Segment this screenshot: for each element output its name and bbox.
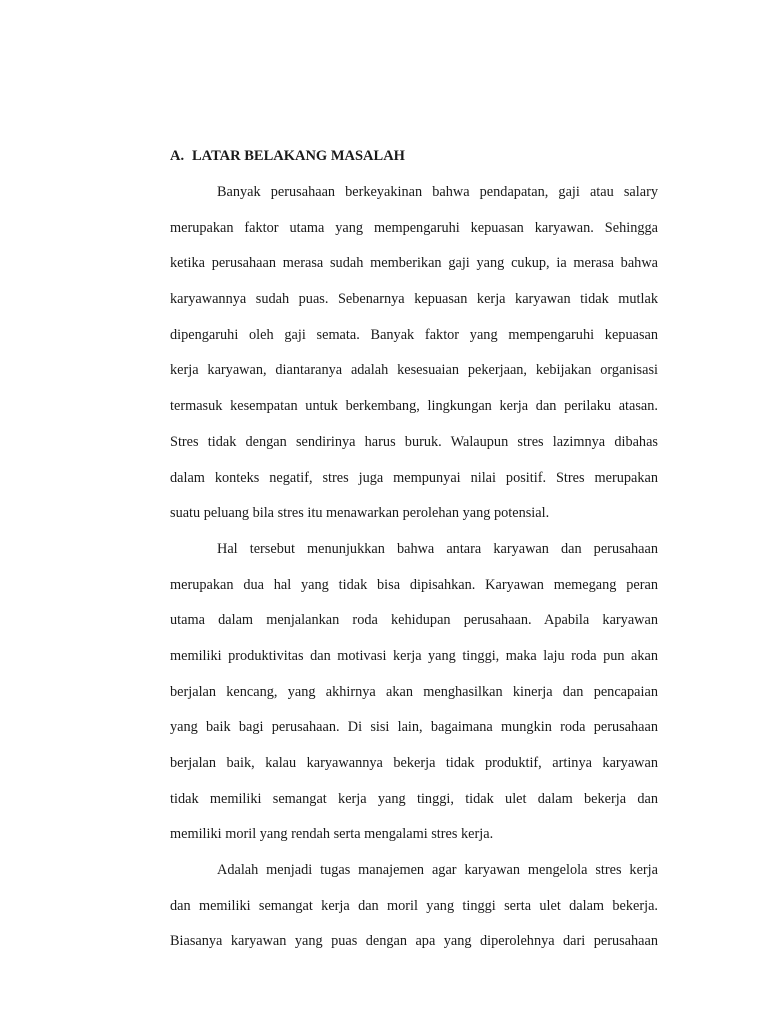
paragraph-line: ketika perusahaan merasa sudah memberikan gaji yang cukup, ia merasa bahwa (170, 255, 658, 272)
section-number: A. (170, 148, 185, 164)
section-title: LATAR BELAKANG MASALAH (192, 148, 405, 164)
section-heading (170, 143, 658, 169)
paragraph-line: karyawannya sudah puas. Sebenarnya kepuasan kerja karyawan tidak mutlak (170, 291, 658, 308)
paragraph-line: tidak memiliki semangat kerja yang tinggi, tidak ulet dalam bekerja dan (170, 790, 658, 807)
paragraph-line: memiliki moril yang rendah serta mengalami stres kerja. (170, 826, 494, 843)
paragraph-line: Banyak perusahaan berkeyakinan bahwa pendapatan, gaji atau salary (217, 184, 658, 200)
paragraph-line: yang baik bagi perusahaan. Di sisi lain, bagaimana mungkin roda perusahaan (170, 719, 658, 736)
paragraph-line: berjalan baik, kalau karyawannya bekerja tidak produktif, artinya karyawan (170, 755, 658, 771)
paragraph-line: kerja karyawan, diantaranya adalah kesesuaian pekerjaan, kebijakan organisasi (170, 362, 658, 379)
paragraph-line: merupakan faktor utama yang mempengaruhi kepuasan karyawan. Sehingga (170, 219, 658, 236)
paragraph-line: dalam konteks negatif, stres juga mempunyai nilai positif. Stres merupakan (170, 469, 658, 486)
paragraph-line: Hal tersebut menunjukkan bahwa antara karyawan dan perusahaan (217, 540, 658, 557)
paragraph (170, 175, 658, 532)
paragraph-line: termasuk kesempatan untuk berkembang, lingkungan kerja dan perilaku atasan. (170, 398, 658, 415)
paragraph-line: Stres tidak dengan sendirinya harus buruk. Walaupun stres lazimnya dibahas (170, 433, 658, 450)
paragraph-line: berjalan kencang, yang akhirnya akan menghasilkan kinerja dan pencapaian (170, 683, 658, 700)
paragraph-line: Biasanya karyawan yang puas dengan apa yang diperolehnya dari perusahaan (170, 933, 658, 950)
paragraph-container (170, 175, 658, 960)
paragraph (170, 853, 658, 960)
paragraph-line: dipengaruhi oleh gaji semata. Banyak faktor yang mempengaruhi kepuasan (170, 326, 658, 343)
paragraph (170, 532, 658, 853)
document-body (170, 143, 658, 960)
paragraph-line: Adalah menjadi tugas manajemen agar karyawan mengelola stres kerja (217, 862, 658, 879)
paragraph-line: dan memiliki semangat kerja dan moril yang tinggi serta ulet dalam bekerja. (170, 897, 658, 914)
paragraph-line: utama dalam menjalankan roda kehidupan perusahaan. Apabila karyawan (170, 612, 658, 629)
paragraph-line: memiliki produktivitas dan motivasi kerja yang tinggi, maka laju roda pun akan (170, 647, 658, 664)
paragraph-line: merupakan dua hal yang tidak bisa dipisahkan. Karyawan memegang peran (170, 576, 658, 593)
paragraph-line: suatu peluang bila stres itu menawarkan perolehan yang potensial. (170, 505, 550, 522)
